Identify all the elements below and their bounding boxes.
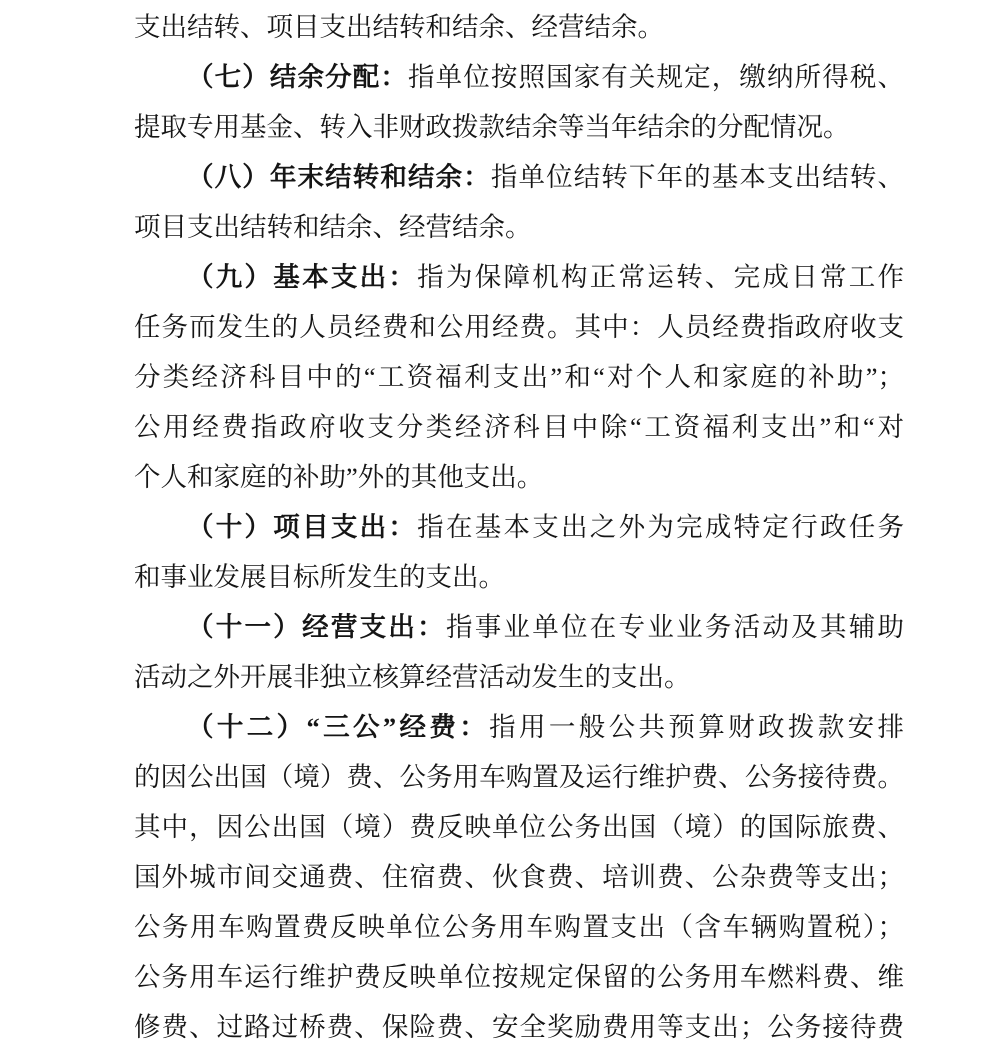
text-line [134, 702, 904, 752]
term-heading: （十二）“三公”经费： [187, 712, 490, 742]
paragraph-text: 其中，因公出国（境）费反映单位公务出国（境）的国际旅费、 [134, 812, 904, 842]
text-line [134, 652, 904, 702]
text-line [134, 1002, 904, 1052]
text-line [134, 752, 904, 802]
text-line [134, 352, 904, 402]
paragraph-text: 个人和家庭的补助”外的其他支出。 [134, 462, 544, 492]
text-line [134, 852, 904, 902]
paragraph-text: 国外城市间交通费、住宿费、伙食费、培训费、公杂费等支出； [134, 862, 904, 892]
text-line [134, 602, 904, 652]
paragraph-text: 提取专用基金、转入非财政拨款结余等当年结余的分配情况。 [134, 112, 850, 142]
paragraph-text: 指为保障机构正常运转、完成日常工作 [417, 262, 905, 292]
paragraph-text: 任务而发生的人员经费和公用经费。其中：人员经费指政府收支 [134, 312, 904, 342]
paragraph-text: 项目支出结转和结余、经营结余。 [134, 212, 532, 242]
term-heading: （九）基本支出： [187, 262, 418, 292]
paragraph-text: 指用一般公共预算财政拨款安排 [489, 712, 904, 742]
paragraph-text: 指单位结转下年的基本支出结转、 [490, 162, 905, 192]
paragraph-text: 指单位按照国家有关规定，缴纳所得税、 [407, 62, 905, 92]
text-line [134, 502, 904, 552]
paragraph-text: 公务用车运行维护费反映单位按规定保留的公务用车燃料费、维 [134, 962, 904, 992]
text-line [134, 102, 904, 152]
text-line [134, 802, 904, 852]
text-line [134, 252, 904, 302]
paragraph-text: 和事业发展目标所发生的支出。 [134, 562, 505, 592]
term-heading: （八）年末结转和结余： [187, 162, 491, 192]
text-line [134, 402, 904, 452]
text-line [134, 202, 904, 252]
paragraph-text: 支出结转、项目支出结转和结余、经营结余。 [134, 12, 664, 42]
paragraph-text: 指在基本支出之外为完成特定行政任务 [417, 512, 905, 542]
term-heading: （七）结余分配： [187, 62, 408, 92]
term-heading: （十）项目支出： [187, 512, 418, 542]
text-line [134, 2, 904, 52]
text-line [134, 302, 904, 352]
paragraph-text: 活动之外开展非独立核算经营活动发生的支出。 [134, 662, 691, 692]
text-line [134, 152, 904, 202]
text-line [134, 452, 904, 502]
text-line [134, 902, 904, 952]
paragraph-text: 修费、过路过桥费、保险费、安全奖励费用等支出；公务接待费 [134, 1012, 904, 1042]
paragraph-text: 的因公出国（境）费、公务用车购置及运行维护费、公务接待费。 [134, 762, 904, 792]
paragraph-text: 指事业单位在专业业务活动及其辅助 [445, 612, 904, 642]
paragraph-text: 公务用车购置费反映单位公务用车购置支出（含车辆购置税）； [134, 912, 904, 942]
text-line [134, 552, 904, 602]
paragraph-text: 分类经济科目中的“工资福利支出”和“对个人和家庭的补助”； [134, 362, 904, 392]
text-line [134, 952, 904, 1002]
text-line [134, 52, 904, 102]
term-heading: （十一）经营支出： [187, 612, 446, 642]
paragraph-text: 公用经费指政府收支分类经济科目中除“工资福利支出”和“对 [134, 412, 904, 442]
document-body [134, 2, 904, 1052]
